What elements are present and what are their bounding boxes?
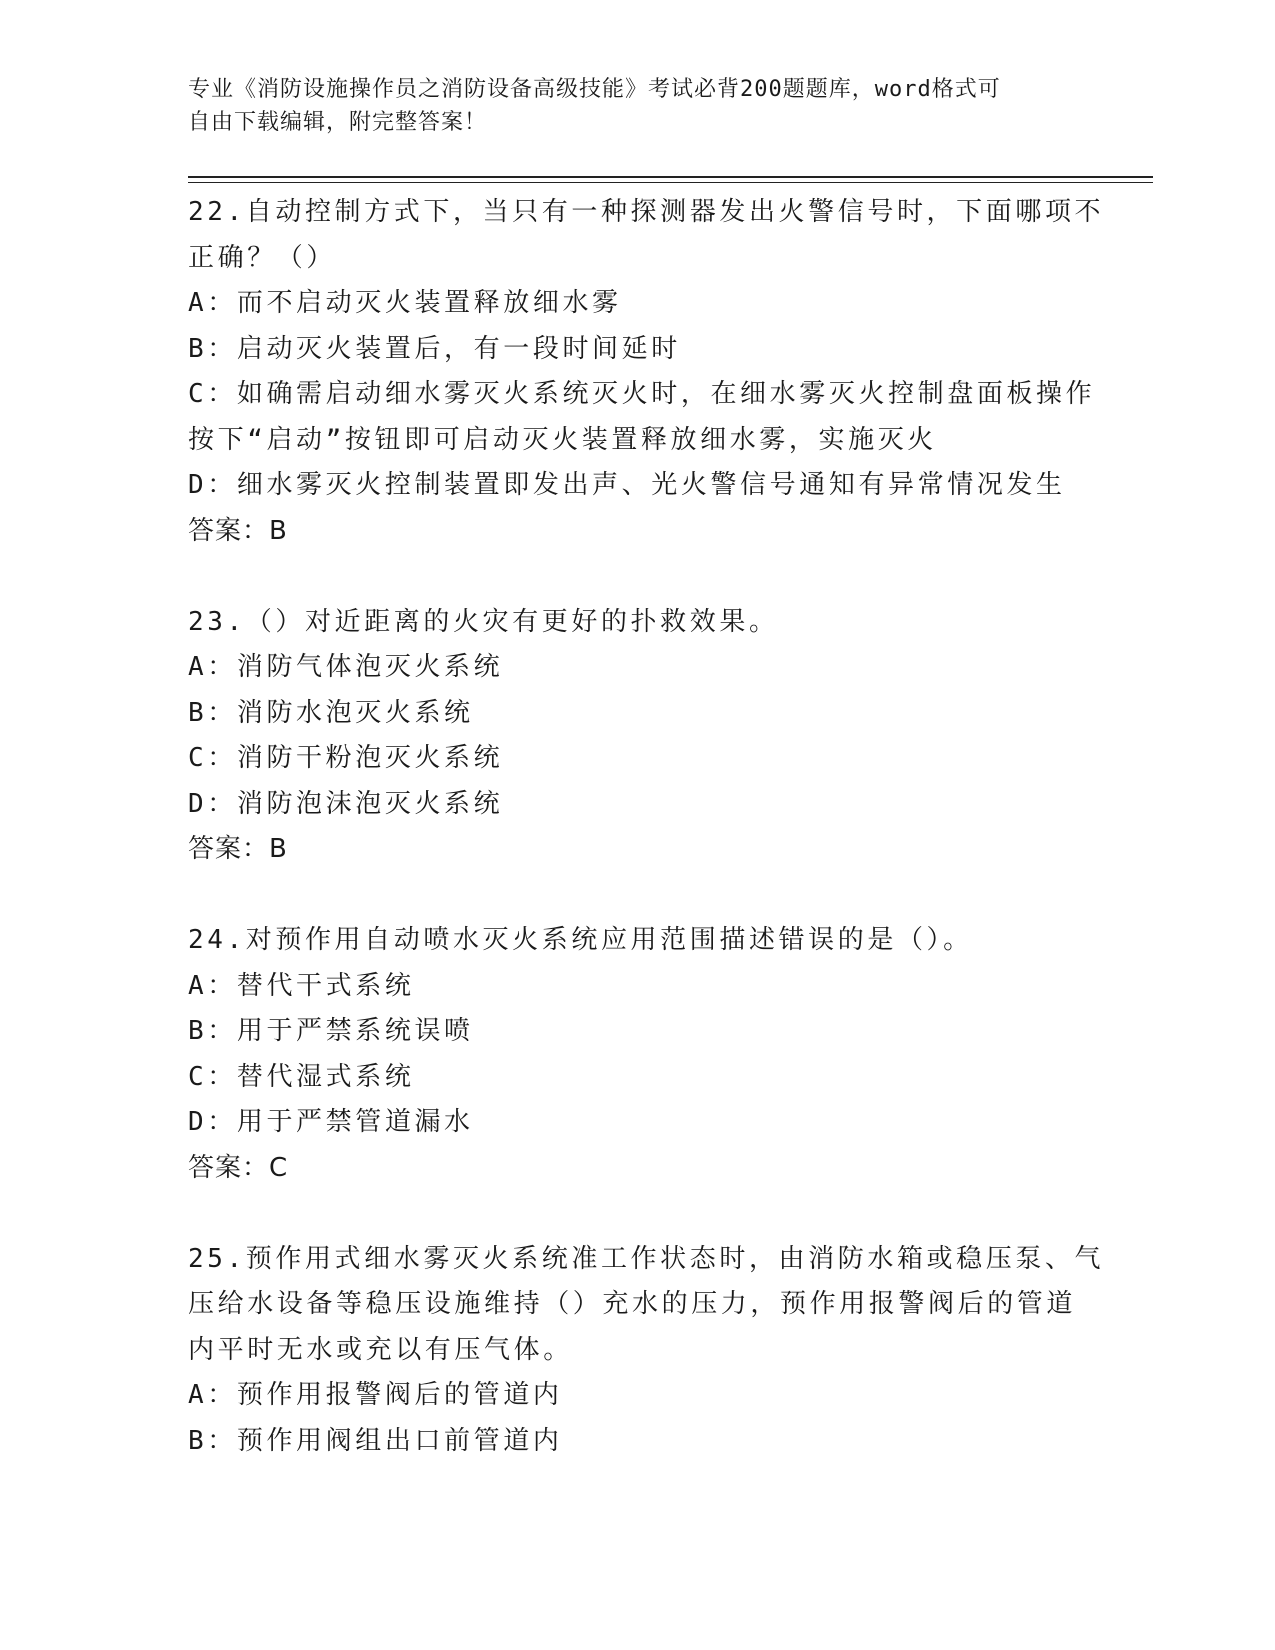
- option-line: C：替代湿式系统: [188, 1061, 415, 1092]
- option-line: A：替代干式系统: [188, 970, 415, 1001]
- option-line: A：而不启动灭火装置释放细水雾: [188, 288, 622, 318]
- question-block: [188, 918, 1088, 1237]
- question-block: [188, 190, 1105, 600]
- question-stem-line: 24.对预作用自动喷水灭火系统应用范围描述错误的是（）。: [188, 925, 973, 955]
- question-stem-line: 正确？（）: [188, 242, 337, 273]
- option-line: D：细水雾灭火控制装置即发出声、光火警信号通知有异常情况发生: [188, 470, 1066, 500]
- option-line: C：如确需启动细水雾灭火系统灭火时，在细水雾灭火控制盘面板操作: [188, 379, 1096, 409]
- option-line: B：启动灭火装置后，有一段时间延时: [188, 333, 681, 364]
- option-line: B：预作用阀组出口前管道内: [188, 1425, 563, 1456]
- question-spacer: [188, 554, 1088, 600]
- option-line: C：消防干粉泡灭火系统: [188, 743, 504, 773]
- option-line: 按下“启动”按钮即可启动灭火装置释放细水雾，实施灭火: [188, 424, 937, 455]
- header-line-1: 专业《消防设施操作员之消防设备高级技能》考试必背200题题库，word格式可: [188, 77, 1001, 102]
- answer-line: 答案：C: [188, 1152, 289, 1183]
- question-stem-line: 内平时无水或充以有压气体。: [188, 1334, 573, 1365]
- header-line-2: 自由下载编辑，附完整答案！: [188, 110, 488, 135]
- question-block: [188, 1237, 1105, 1465]
- header-divider-top: [188, 176, 1153, 178]
- question-stem-line: 22.自动控制方式下，当只有一种探测器发出火警信号时，下面哪项不: [188, 197, 1105, 227]
- answer-line: 答案：B: [188, 515, 288, 546]
- answer-line: 答案：B: [188, 834, 288, 864]
- option-line: B：用于严禁系统误喷: [188, 1016, 474, 1046]
- option-line: A：预作用报警阀后的管道内: [188, 1380, 563, 1410]
- question-stem-line: 压给水设备等稳压设施维持（）充水的压力，预作用报警阀后的管道: [188, 1289, 1077, 1319]
- question-stem-line: 25.预作用式细水雾灭火系统准工作状态时，由消防水箱或稳压泵、气: [188, 1243, 1105, 1274]
- question-block: [188, 600, 1088, 919]
- document-header: [188, 73, 1068, 139]
- option-line: B：消防水泡灭火系统: [188, 697, 474, 728]
- header-divider-bottom: [188, 182, 1153, 183]
- question-spacer: [188, 873, 1088, 919]
- question-spacer: [188, 1191, 1088, 1237]
- option-line: D：消防泡沫泡灭火系统: [188, 788, 504, 819]
- question-list: [188, 190, 1105, 1464]
- question-stem-line: 23.（）对近距离的火灾有更好的扑救效果。: [188, 606, 779, 637]
- option-line: A：消防气体泡灭火系统: [188, 652, 504, 682]
- option-line: D：用于严禁管道漏水: [188, 1107, 474, 1137]
